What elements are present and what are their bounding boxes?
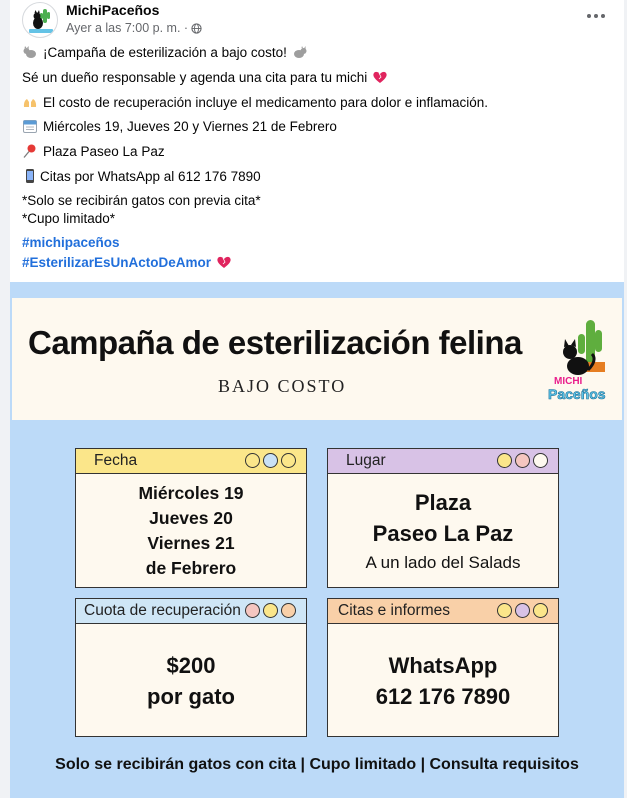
more-dot: [594, 14, 598, 18]
campaign-image[interactable]: [10, 282, 624, 798]
dot-icon: [245, 603, 260, 618]
page-avatar[interactable]: [22, 2, 58, 38]
card-text: $200: [166, 652, 216, 678]
card-header: [328, 599, 558, 624]
flyer-subtitle: BAJO COSTO: [218, 376, 347, 396]
post-line-4: [22, 118, 337, 134]
card-body: [328, 475, 558, 587]
hands-emoji-icon: [22, 94, 38, 110]
card-body: [328, 625, 558, 736]
window-dots: [245, 453, 296, 468]
post-text: *Solo se recibirán gatos con previa cita*: [22, 193, 261, 208]
post-meta: [66, 21, 202, 35]
card-body: [76, 475, 306, 587]
globe-icon: [191, 23, 202, 34]
card-lugar: [327, 448, 559, 588]
card-header-label: Fecha: [94, 452, 138, 469]
dot-icon: [533, 603, 548, 618]
post-text: El costo de recuperación incluye el medicamento para dolor e inflamación.: [43, 94, 488, 110]
post-timestamp[interactable]: Ayer a las 7:00 p. m. ·: [66, 21, 189, 35]
hashtag-link[interactable]: #EsterilizarEsUnActoDeAmor: [22, 254, 212, 270]
window-dots: [245, 603, 296, 618]
post-line-2: [22, 69, 388, 85]
hashtag-line-1: [22, 235, 120, 250]
facebook-post: [10, 0, 624, 798]
pin-emoji-icon: [22, 143, 38, 159]
card-text: Plaza: [414, 489, 472, 515]
post-line-3: [22, 94, 488, 110]
post-text: *Cupo limitado*: [22, 211, 116, 226]
heart-emoji-icon: [216, 254, 232, 270]
post-line-6: [22, 168, 261, 184]
window-dots: [497, 603, 548, 618]
more-options-icon: [587, 14, 591, 18]
post-text: Sé un dueño responsable y agenda una cita para tu michi: [22, 69, 368, 85]
dot-icon: [515, 603, 530, 618]
card-header-label: Cuota de recuperación: [84, 602, 241, 619]
post-line-8: [22, 211, 115, 226]
post-line-1: [22, 44, 308, 60]
card-header-label: Lugar: [346, 452, 386, 469]
dot-icon: [515, 453, 530, 468]
dot-icon: [263, 453, 278, 468]
card-text: WhatsApp: [388, 652, 498, 678]
dot-icon: [497, 603, 512, 618]
more-options-button[interactable]: [582, 6, 610, 26]
card-text: Paseo La Paz: [372, 520, 514, 546]
dot-icon: [497, 453, 512, 468]
post-line-7: [22, 193, 261, 208]
phone-emoji-icon: [22, 168, 38, 184]
dot-icon: [533, 453, 548, 468]
more-dot: [601, 14, 605, 18]
card-text: Jueves 20: [149, 508, 233, 528]
post-text: ¡Campaña de esterilización a bajo costo!: [43, 44, 287, 60]
card-header: [76, 449, 306, 474]
post-text: Miércoles 19, Jueves 20 y Viernes 21 de Febrero: [43, 118, 337, 134]
post-line-5: [22, 143, 165, 159]
card-fecha: [75, 448, 307, 588]
dot-icon: [281, 603, 296, 618]
card-text: Viernes 21: [147, 533, 235, 553]
card-header: [328, 449, 558, 474]
dot-icon: [263, 603, 278, 618]
flyer-banner: [12, 298, 622, 420]
logo-brand: Paceños: [548, 386, 606, 402]
flyer-footer-note: Solo se recibirán gatos con cita | Cupo limitado | Consulta requisitos: [55, 756, 579, 773]
calendar-emoji-icon: [22, 118, 38, 134]
dot-icon: [281, 453, 296, 468]
hashtag-link[interactable]: #michipaceños: [22, 235, 120, 250]
heart-emoji-icon: [372, 69, 388, 85]
card-text: 612 176 7890: [375, 683, 511, 709]
card-text: Miércoles 19: [138, 483, 244, 503]
card-subtext: A un lado del Salads: [365, 552, 521, 572]
window-dots: [497, 453, 548, 468]
card-cuota: [75, 598, 307, 737]
card-citas: [327, 598, 559, 737]
cat-emoji-icon: [22, 44, 38, 60]
card-text: de Febrero: [145, 558, 237, 578]
hashtag-line-2: [22, 254, 232, 270]
card-body: [76, 625, 306, 736]
michipacenos-logo: [548, 312, 620, 412]
flyer-title: Campaña de esterilización felina: [28, 324, 522, 361]
card-header-label: Citas e informes: [338, 602, 450, 619]
page-name-link[interactable]: MichiPaceños: [66, 2, 160, 18]
card-text: por gato: [147, 683, 235, 709]
cat-logo-icon: [23, 3, 58, 38]
card-header: [76, 599, 306, 624]
logo-text: MICHI: [554, 376, 583, 387]
post-text: Citas por WhatsApp al 612 176 7890: [40, 168, 261, 184]
post-text: Plaza Paseo La Paz: [43, 143, 165, 159]
cat-emoji-icon: [292, 44, 308, 60]
dot-icon: [245, 453, 260, 468]
